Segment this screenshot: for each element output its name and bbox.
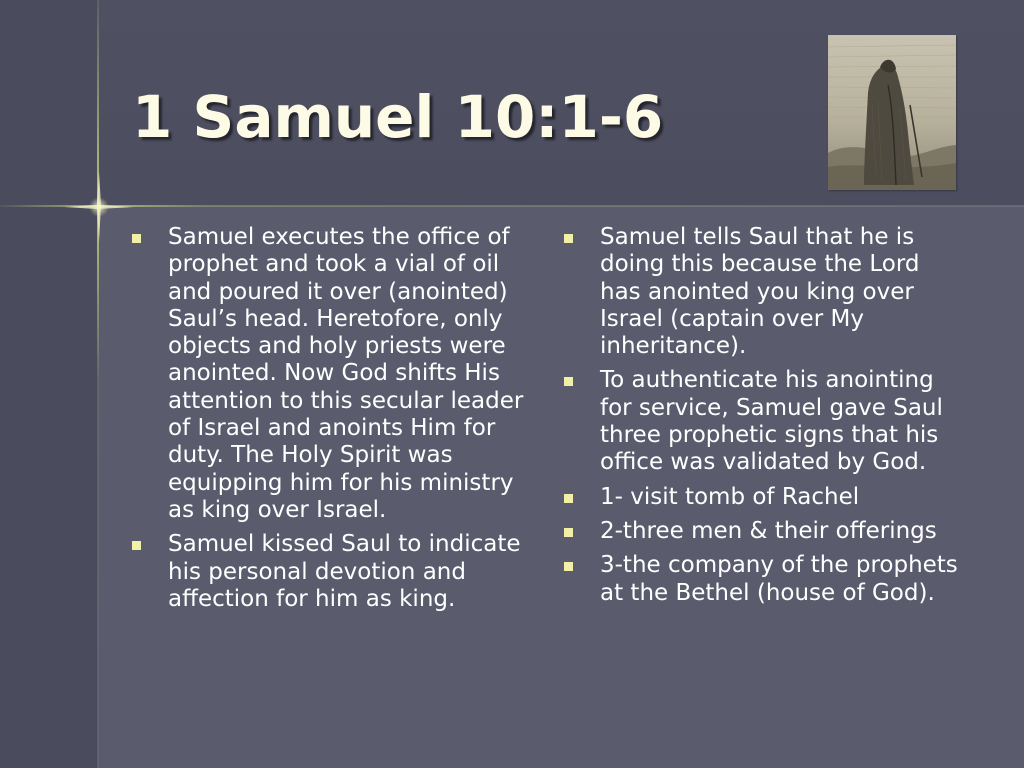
- sparkle-icon: [60, 168, 138, 246]
- vertical-divider: [97, 0, 99, 768]
- list-item-text: Samuel executes the office of prophet and took a vial of oil and poured it over (anointed) Saul’s head. Heretofore, only objects and holy priests were anointed. Now God shifts His attention to this secular leader of Israel and anoints Him for duty. The Holy Spirit was equipping him for his ministry as king over Israel.: [168, 224, 524, 523]
- square-bullet-icon: [564, 234, 573, 243]
- list-item: [560, 552, 960, 607]
- list-item-text: To authenticate his anointing for service, Samuel gave Saul three prophetic signs that his office was validated by God.: [600, 367, 943, 476]
- left-bullet-list: [128, 224, 528, 620]
- square-bullet-icon: [564, 528, 573, 537]
- list-item-text: 3-the company of the prophets at the Bethel (house of God).: [600, 552, 958, 606]
- list-item-text: 1- visit tomb of Rachel: [600, 483, 860, 510]
- square-bullet-icon: [564, 377, 573, 386]
- list-item-text: 2-three men & their offerings: [600, 517, 937, 544]
- list-item: [560, 224, 960, 360]
- list-item-text: Samuel kissed Saul to indicate his personal devotion and affection for him as king.: [168, 531, 521, 612]
- list-item: [128, 531, 528, 613]
- square-bullet-icon: [132, 541, 141, 550]
- list-item: [560, 518, 960, 545]
- engraving-image: [828, 35, 956, 190]
- horizontal-divider: [0, 205, 1024, 207]
- list-item: [560, 367, 960, 476]
- list-item: [128, 224, 528, 524]
- list-item: [560, 484, 960, 511]
- left-margin-band: [0, 0, 98, 768]
- slide-title: 1 Samuel 10:1-6: [132, 83, 664, 151]
- list-item-text: Samuel tells Saul that he is doing this because the Lord has anointed you king over Israel (captain over My inheritance).: [600, 224, 920, 360]
- square-bullet-icon: [564, 494, 573, 503]
- square-bullet-icon: [132, 234, 141, 243]
- right-bullet-list: [560, 224, 960, 614]
- square-bullet-icon: [564, 562, 573, 571]
